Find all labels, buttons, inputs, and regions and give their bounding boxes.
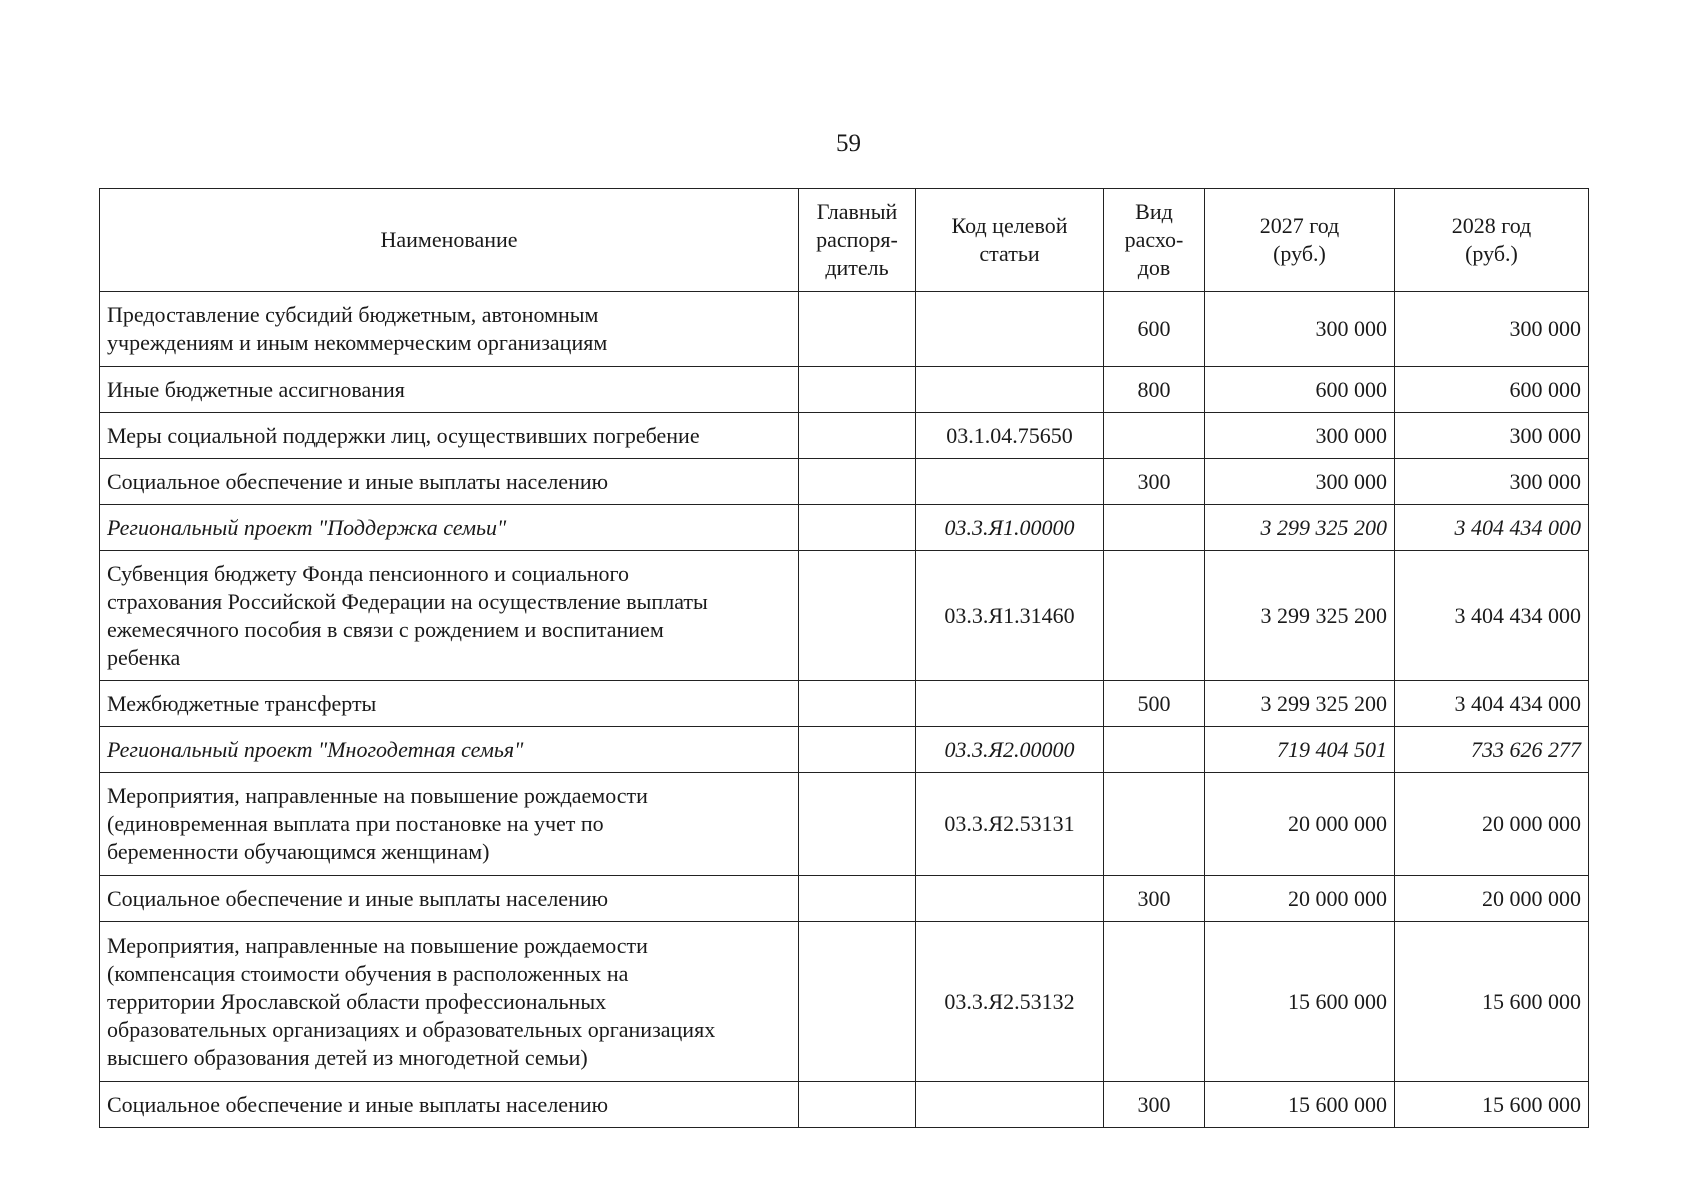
cell-name: Социальное обеспечение и иные выплаты населению	[100, 459, 799, 505]
cell-y2027: 300 000	[1205, 459, 1395, 505]
table-row	[100, 727, 1589, 773]
cell-y2027: 20 000 000	[1205, 773, 1395, 876]
table-row	[100, 413, 1589, 459]
page-number: 59	[836, 130, 861, 157]
cell-admin	[799, 459, 916, 505]
cell-y2028: 20 000 000	[1395, 773, 1589, 876]
cell-name: Субвенция бюджету Фонда пенсионного и социального страхования Российской Федерации на осуществление выплаты ежемесячного пособия в связи с рождением и воспитанием ребенка	[100, 551, 799, 681]
table-row	[100, 1082, 1589, 1128]
cell-y2028: 3 404 434 000	[1395, 505, 1589, 551]
cell-y2027: 20 000 000	[1205, 876, 1395, 922]
cell-code	[916, 876, 1104, 922]
header-2028: 2028 год (руб.)	[1395, 189, 1589, 292]
cell-type	[1104, 727, 1205, 773]
cell-admin	[799, 413, 916, 459]
header-admin: Главный распоря- дитель	[799, 189, 916, 292]
cell-y2028: 15 600 000	[1395, 922, 1589, 1082]
header-type: Вид расхо- дов	[1104, 189, 1205, 292]
cell-y2028: 300 000	[1395, 459, 1589, 505]
cell-name: Региональный проект "Поддержка семьи"	[100, 505, 799, 551]
cell-type: 300	[1104, 1082, 1205, 1128]
cell-type	[1104, 922, 1205, 1082]
cell-admin	[799, 551, 916, 681]
cell-type	[1104, 413, 1205, 459]
cell-name: Региональный проект "Многодетная семья"	[100, 727, 799, 773]
cell-type: 300	[1104, 876, 1205, 922]
cell-admin	[799, 922, 916, 1082]
cell-type: 500	[1104, 681, 1205, 727]
cell-y2027: 3 299 325 200	[1205, 551, 1395, 681]
cell-admin	[799, 292, 916, 367]
cell-name: Социальное обеспечение и иные выплаты населению	[100, 1082, 799, 1128]
cell-name: Иные бюджетные ассигнования	[100, 367, 799, 413]
table-row	[100, 922, 1589, 1082]
cell-type: 600	[1104, 292, 1205, 367]
table-row	[100, 551, 1589, 681]
cell-y2027: 15 600 000	[1205, 922, 1395, 1082]
cell-admin	[799, 727, 916, 773]
cell-code: 03.3.Я2.00000	[916, 727, 1104, 773]
table-row	[100, 459, 1589, 505]
table-row	[100, 876, 1589, 922]
cell-admin	[799, 681, 916, 727]
cell-code	[916, 292, 1104, 367]
table-header	[100, 189, 1589, 292]
cell-y2027: 600 000	[1205, 367, 1395, 413]
cell-y2028: 733 626 277	[1395, 727, 1589, 773]
cell-name: Меры социальной поддержки лиц, осуществивших погребение	[100, 413, 799, 459]
cell-y2028: 15 600 000	[1395, 1082, 1589, 1128]
table-body	[100, 292, 1589, 1128]
cell-code	[916, 681, 1104, 727]
cell-name: Мероприятия, направленные на повышение рождаемости (компенсация стоимости обучения в расположенных на территории Ярославской области профессиональных образовательных организациях и образовательных организациях высшего образования детей из многодетной семьи)	[100, 922, 799, 1082]
cell-admin	[799, 876, 916, 922]
cell-y2028: 300 000	[1395, 413, 1589, 459]
cell-code: 03.3.Я2.53131	[916, 773, 1104, 876]
cell-name: Предоставление субсидий бюджетным, автономным учреждениям и иным некоммерческим организациям	[100, 292, 799, 367]
cell-code	[916, 367, 1104, 413]
cell-name: Мероприятия, направленные на повышение рождаемости (единовременная выплата при постановке на учет по беременности обучающимся женщинам)	[100, 773, 799, 876]
cell-y2027: 15 600 000	[1205, 1082, 1395, 1128]
cell-code: 03.3.Я1.31460	[916, 551, 1104, 681]
cell-y2027: 300 000	[1205, 413, 1395, 459]
cell-y2027: 3 299 325 200	[1205, 505, 1395, 551]
cell-type	[1104, 505, 1205, 551]
cell-type	[1104, 551, 1205, 681]
cell-admin	[799, 1082, 916, 1128]
cell-code: 03.1.04.75650	[916, 413, 1104, 459]
cell-y2028: 300 000	[1395, 292, 1589, 367]
cell-name: Социальное обеспечение и иные выплаты населению	[100, 876, 799, 922]
cell-y2027: 300 000	[1205, 292, 1395, 367]
cell-name: Межбюджетные трансферты	[100, 681, 799, 727]
cell-code: 03.3.Я1.00000	[916, 505, 1104, 551]
table-row	[100, 367, 1589, 413]
cell-y2028: 3 404 434 000	[1395, 681, 1589, 727]
table-row	[100, 292, 1589, 367]
cell-y2028: 600 000	[1395, 367, 1589, 413]
budget-table	[99, 188, 1589, 1128]
cell-y2027: 3 299 325 200	[1205, 681, 1395, 727]
table-row	[100, 505, 1589, 551]
cell-code	[916, 459, 1104, 505]
cell-type: 800	[1104, 367, 1205, 413]
header-name: Наименование	[100, 189, 799, 292]
cell-admin	[799, 367, 916, 413]
cell-admin	[799, 773, 916, 876]
cell-admin	[799, 505, 916, 551]
cell-type	[1104, 773, 1205, 876]
cell-code: 03.3.Я2.53132	[916, 922, 1104, 1082]
table-row	[100, 681, 1589, 727]
header-code: Код целевой статьи	[916, 189, 1104, 292]
cell-code	[916, 1082, 1104, 1128]
cell-y2028: 20 000 000	[1395, 876, 1589, 922]
table-row	[100, 773, 1589, 876]
cell-y2027: 719 404 501	[1205, 727, 1395, 773]
cell-type: 300	[1104, 459, 1205, 505]
header-2027: 2027 год (руб.)	[1205, 189, 1395, 292]
cell-y2028: 3 404 434 000	[1395, 551, 1589, 681]
